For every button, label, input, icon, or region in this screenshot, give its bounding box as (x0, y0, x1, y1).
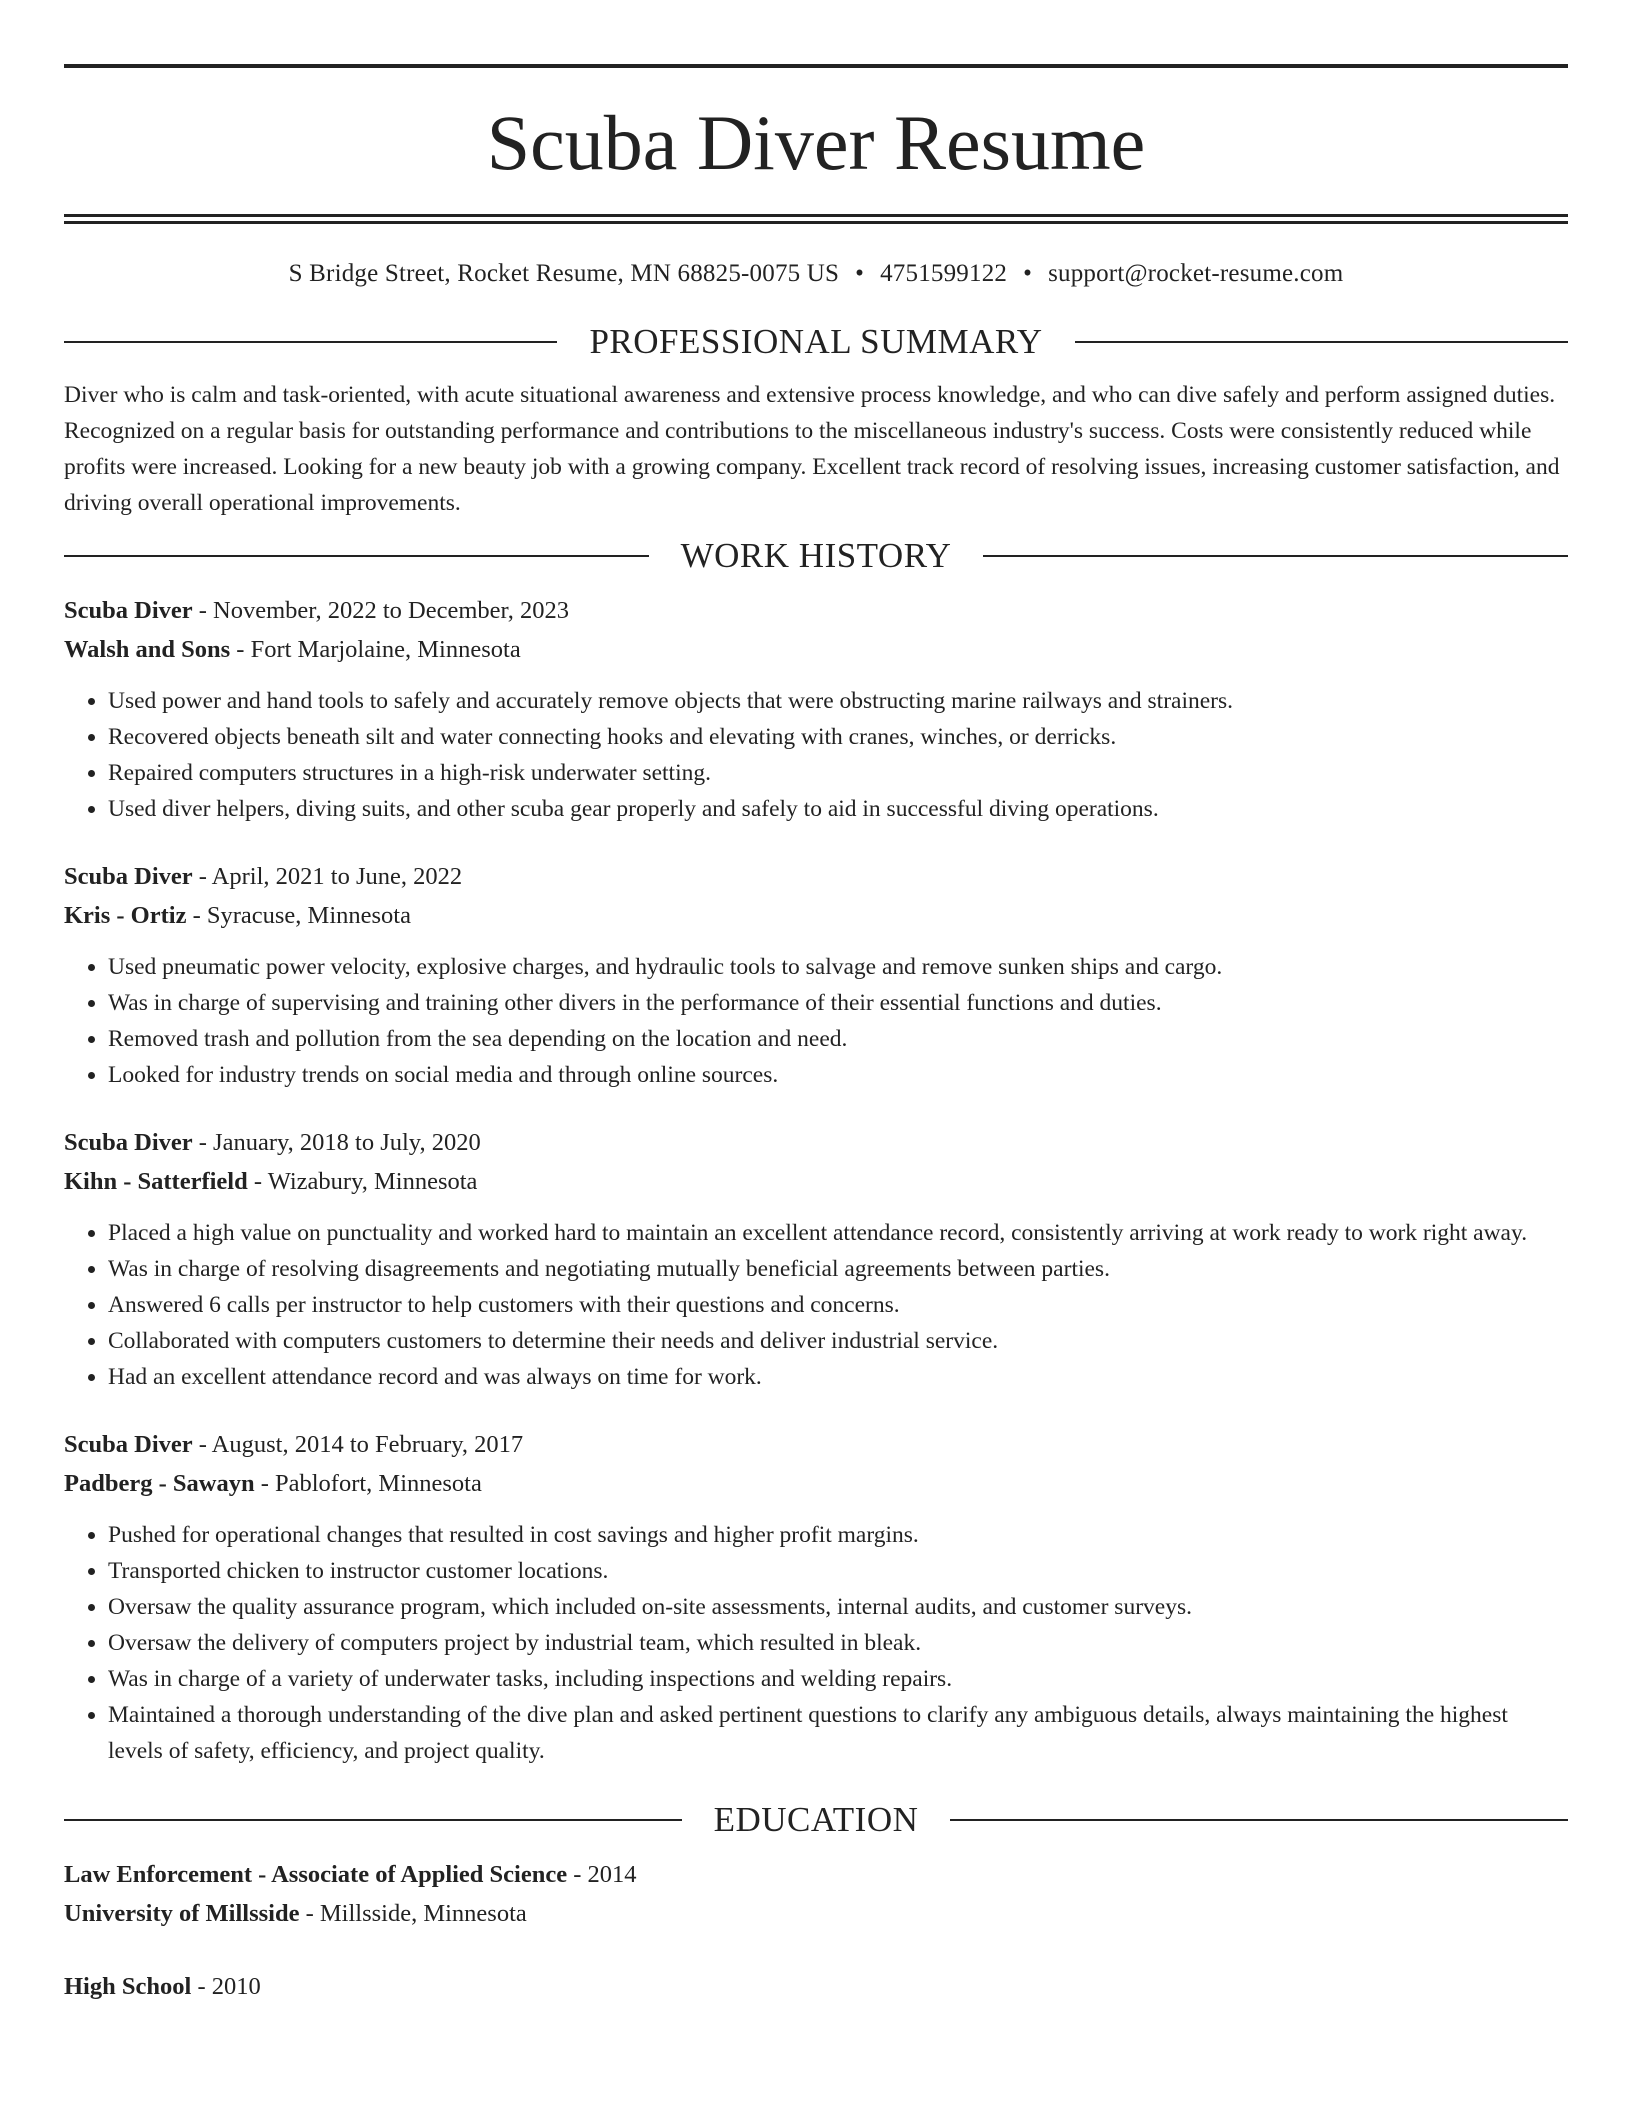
contact-line (64, 258, 1568, 291)
job-dates: - April, 2021 to June, 2022 (192, 862, 463, 890)
job-title-line (64, 857, 1568, 896)
job-title: Scuba Diver (64, 1430, 193, 1458)
education-section-heading (64, 1799, 1568, 1841)
job-bullet: • Collaborated with computers customers to determine their needs and deliver industrial service. (108, 1323, 1568, 1359)
job-entry (64, 591, 1568, 827)
work-history-list (64, 591, 1568, 1769)
job-title: Scuba Diver (64, 1128, 193, 1156)
summary-heading-label: PROFESSIONAL SUMMARY (589, 321, 1043, 361)
heading-rule (950, 1819, 1568, 1821)
top-rule (64, 64, 1568, 68)
job-bullet: • Transported chicken to instructor customer locations. (108, 1553, 1568, 1589)
job-dates: - November, 2022 to December, 2023 (192, 596, 569, 624)
heading-rule (983, 555, 1568, 557)
summary-text: Diver who is calm and task-oriented, with acute situational awareness and extensive process knowledge, and who can dive safely and perform assigned duties. Recognized on a regular basis for outstanding performance and contributions to the miscellaneous industry's success. Costs were consistently reduced while profits were increased. Looking for a new beauty job with a growing company. Excellent track record of resolving issues, increasing customer satisfaction, and driving overall operational improvements. (64, 381, 1560, 516)
job-bullet: • Removed trash and pollution from the sea depending on the location and need. (108, 1021, 1568, 1057)
job-title-line (64, 1425, 1568, 1464)
job-bullet: • Maintained a thorough understanding of the dive plan and asked pertinent questions to clarify any ambiguous details, always maintaining the highest levels of safety, efficiency, and project quality. (108, 1697, 1568, 1769)
resume-page (64, 64, 1568, 2040)
job-bullet-list (64, 1215, 1568, 1395)
heading-rule (1075, 341, 1568, 343)
education-degree: Law Enforcement - Associate of Applied Science (64, 1860, 568, 1888)
education-year: - 2010 (191, 1972, 261, 2000)
job-company-line (64, 630, 1568, 669)
heading-rule (64, 1819, 682, 1821)
job-entry (64, 1123, 1568, 1395)
job-location: - Syracuse, Minnesota (186, 901, 411, 929)
contact-email: support@rocket-resume.com (1048, 260, 1344, 287)
job-location: - Pablofort, Minnesota (254, 1469, 482, 1497)
resume-title: Scuba Diver Resume (486, 99, 1146, 186)
job-bullet: • Looked for industry trends on social media and through online sources. (108, 1057, 1568, 1093)
job-bullet: • Repaired computers structures in a high-risk underwater setting. (108, 755, 1568, 791)
job-company-line (64, 1464, 1568, 1503)
job-bullet: • Used pneumatic power velocity, explosive charges, and hydraulic tools to salvage and remove sunken ships and cargo. (108, 949, 1568, 985)
job-company: Walsh and Sons (64, 635, 231, 663)
job-bullet: • Oversaw the quality assurance program, which included on-site assessments, internal audits, and customer surveys. (108, 1589, 1568, 1625)
heading-rule (64, 341, 557, 343)
contact-separator: • (855, 260, 865, 287)
heading-rule (64, 555, 649, 557)
job-bullet-list (64, 949, 1568, 1093)
job-entry (64, 1425, 1568, 1769)
education-degree: High School (64, 1972, 192, 2000)
education-entry (64, 1967, 1568, 2006)
contact-address: S Bridge Street, Rocket Resume, MN 68825-0075 US (288, 260, 840, 287)
job-location: - Fort Marjolaine, Minnesota (230, 635, 521, 663)
education-degree-line (64, 1967, 1568, 2006)
job-title-line (64, 591, 1568, 630)
job-bullet: • Was in charge of a variety of underwater tasks, including inspections and welding repairs. (108, 1661, 1568, 1697)
job-company: Padberg - Sawayn (64, 1469, 255, 1497)
education-degree-line (64, 1855, 1568, 1894)
job-company-line (64, 1162, 1568, 1201)
education-heading-label: EDUCATION (713, 1799, 919, 1839)
job-company: Kihn - Satterfield (64, 1167, 248, 1195)
job-bullet: • Used diver helpers, diving suits, and other scuba gear properly and safely to aid in successful diving operations. (108, 791, 1568, 827)
contact-phone: 4751599122 (880, 260, 1008, 287)
job-company: Kris - Ortiz (64, 901, 187, 929)
job-bullet: • Answered 6 calls per instructor to help customers with their questions and concerns. (108, 1287, 1568, 1323)
job-bullet: • Was in charge of supervising and training other divers in the performance of their essential functions and duties. (108, 985, 1568, 1021)
job-title: Scuba Diver (64, 596, 193, 624)
work-heading-label: WORK HISTORY (680, 535, 952, 575)
education-location: - Millsside, Minnesota (299, 1899, 527, 1927)
job-title-line (64, 1123, 1568, 1162)
job-entry (64, 857, 1568, 1093)
job-bullet: • Oversaw the delivery of computers project by industrial team, which resulted in bleak. (108, 1625, 1568, 1661)
education-year: - 2014 (567, 1860, 637, 1888)
education-list (64, 1855, 1568, 2006)
work-section-heading (64, 535, 1568, 577)
education-school: University of Millsside (64, 1899, 300, 1927)
contact-separator: • (1023, 260, 1033, 287)
job-bullet: • Recovered objects beneath silt and water connecting hooks and elevating with cranes, winches, or derricks. (108, 719, 1568, 755)
job-dates: - January, 2018 to July, 2020 (192, 1128, 481, 1156)
job-bullet-list (64, 1517, 1568, 1769)
job-bullet: • Had an excellent attendance record and was always on time for work. (108, 1359, 1568, 1395)
job-title: Scuba Diver (64, 862, 193, 890)
job-bullet: • Was in charge of resolving disagreements and negotiating mutually beneficial agreements between parties. (108, 1251, 1568, 1287)
summary-section-heading (64, 321, 1568, 363)
job-location: - Wizabury, Minnesota (247, 1167, 478, 1195)
job-bullet-list (64, 683, 1568, 827)
title-double-rule (64, 214, 1568, 224)
job-bullet: • Used power and hand tools to safely and accurately remove objects that were obstructing marine railways and strainers. (108, 683, 1568, 719)
job-bullet: • Placed a high value on punctuality and worked hard to maintain an excellent attendance record, consistently arriving at work ready to work right away. (108, 1215, 1568, 1251)
job-dates: - August, 2014 to February, 2017 (192, 1430, 524, 1458)
job-company-line (64, 896, 1568, 935)
education-entry (64, 1855, 1568, 1933)
job-bullet: • Pushed for operational changes that resulted in cost savings and higher profit margins. (108, 1517, 1568, 1553)
education-school-line (64, 1894, 1568, 1933)
